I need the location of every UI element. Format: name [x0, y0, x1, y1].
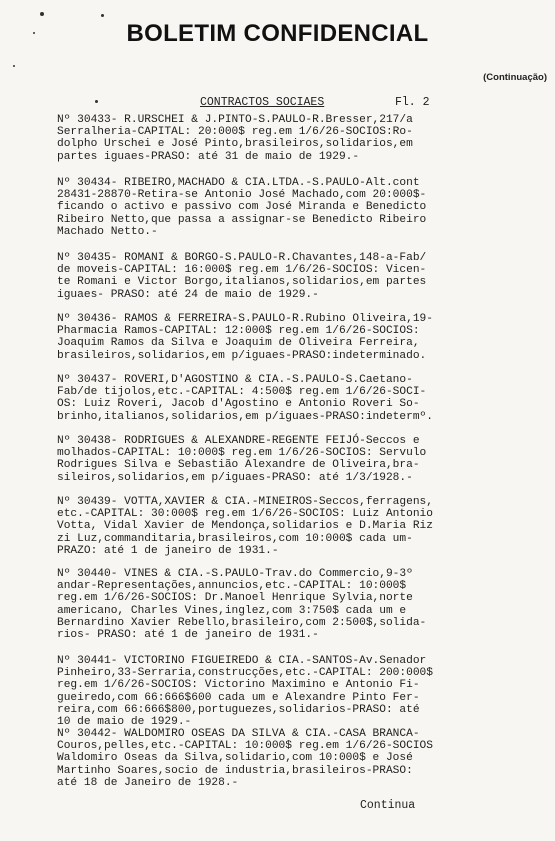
contract-entry-30438: Nº 30438- RODRIGUES & ALEXANDRE-REGENTE FEIJÓ-Seccos e molhados-CAPITAL: 10:000$ reg.em 1/6/26-SOCIOS: Servulo Rodrigues Silva e Sebastião Alexandre de Oliveira,bra- sileiros,solidarios,em p/iguaes-PRASO: até 1/3/1928.- — [57, 435, 427, 484]
ink-speck — [95, 100, 98, 103]
contract-entry-30437: Nº 30437- ROVERI,D'AGOSTINO & CIA.-S.PAULO-S.Caetano- Fab/de tijolos,etc.-CAPITAL: 4:500$ reg.em 1/6/26-SOCI- OS: Luiz Roveri, Jacob d'Agostino e Antonio Roveri So- brinho,italianos,solidarios,em p/iguaes-PRASO:indetermº. — [57, 374, 433, 423]
folio-number: Fl. 2 — [395, 96, 430, 109]
continua-footer: Continua — [360, 799, 416, 812]
contract-entry-30434: Nº 30434- RIBEIRO,MACHADO & CIA.LTDA.-S.PAULO-Alt.cont 28431-28870-Retira-se Antonio José Machado,com 20:000$- ficando o activo e passivo com José Miranda e Benedicto Ribeiro Netto,que passa a assignar-se Benedicto Ribeiro Machado Netto.- — [57, 177, 427, 238]
contract-entry-30433: Nº 30433- R.URSCHEI & J.PINTO-S.PAULO-R.Bresser,217/a Serralheria-CAPITAL: 20:000$ reg.em 1/6/26-SOCIOS:Ro- dolpho Urschei e José Pinto,brasileiros,solidarios,em partes iguaes-PRASO: até 31 de maio de 1929.- — [57, 114, 413, 163]
contract-entry-30441: Nº 30441- VICTORINO FIGUEIREDO & CIA.-SANTOS-Av.Senador Pinheiro,33-Serraria,construcções,etc.-CAPITAL: 200:000$ reg.em 1/6/26-SOCIOS: Victorino Maximino e Antonio Fi- gueiredo,com 66:666$600 cada um e Alexandre Pinto Fer- reira,com 66:666$800,portuguezes,solidarios-PRASO: até 10 de maio de 1929.- — [57, 655, 433, 729]
contract-entry-30435: Nº 30435- ROMANI & BORGO-S.PAULO-R.Chavantes,148-a-Fab/ de moveis-CAPITAL: 16:000$ reg.em 1/6/26-SOCIOS: Vicen- te Romani e Victor Borgo,italianos,solidarios,em partes iguaes- PRASO: até 24 de maio de 1929.- — [57, 252, 427, 301]
section-heading: CONTRACTOS SOCIAES — [200, 96, 325, 109]
ink-speck — [13, 65, 15, 67]
contract-entry-30439: Nº 30439- VOTTA,XAVIER & CIA.-MINEIROS-Seccos,ferragens, etc.-CAPITAL: 30:000$ reg.em 1/6/26-SOCIOS: Luiz Antonio Votta, Vidal Xavier de Mendonça,solidarios e D.Maria Riz zi Luz,commanditaria,brasileiros,com 10:000$ cada um- PRAZO: até 1 de janeiro de 1931.- — [57, 496, 433, 557]
contract-entry-30442: Nº 30442- WALDOMIRO OSEAS DA SILVA & CIA.-CASA BRANCA- Couros,pelles,etc.-CAPITAL: 10:000$ reg.em 1/6/26-SOCIOS Waldomiro Oseas da Silva,solidario,com 10:000$ e José Martinho Soares,socio de industria,brasileiros-PRASO: até 18 de Janeiro de 1928.- — [57, 728, 433, 789]
contract-entry-30436: Nº 30436- RAMOS & FERREIRA-S.PAULO-R.Rubino Oliveira,19- Pharmacia Ramos-CAPITAL: 12:000$ reg.em 1/6/26-SOCIOS: Joaquim Ramos da Silva e Joaquim de Oliveira Ferreira, brasileiros,solidarios,em p/iguaes-PRASO:indeterminado. — [57, 313, 433, 362]
ink-speck — [40, 12, 44, 16]
ink-speck — [101, 14, 104, 17]
contract-entry-30440: Nº 30440- VINES & CIA.-S.PAULO-Trav.do Commercio,9-3º andar-Representações,annuncios,etc.-CAPITAL: 10:000$ reg.em 1/6/26-SOCIOS: Dr.Manoel Henrique Sylvia,norte americano, Charles Vines,inglez,com 3:750$ cada um e Bernardino Xavier Rebello,brasileiro,com 2:500$,solida- rios- PRASO: até 1 de janeiro de 1931.- — [57, 568, 427, 642]
continuation-label: (Continuação) — [483, 72, 547, 83]
document-title: BOLETIM CONFIDENCIAL — [126, 20, 429, 47]
